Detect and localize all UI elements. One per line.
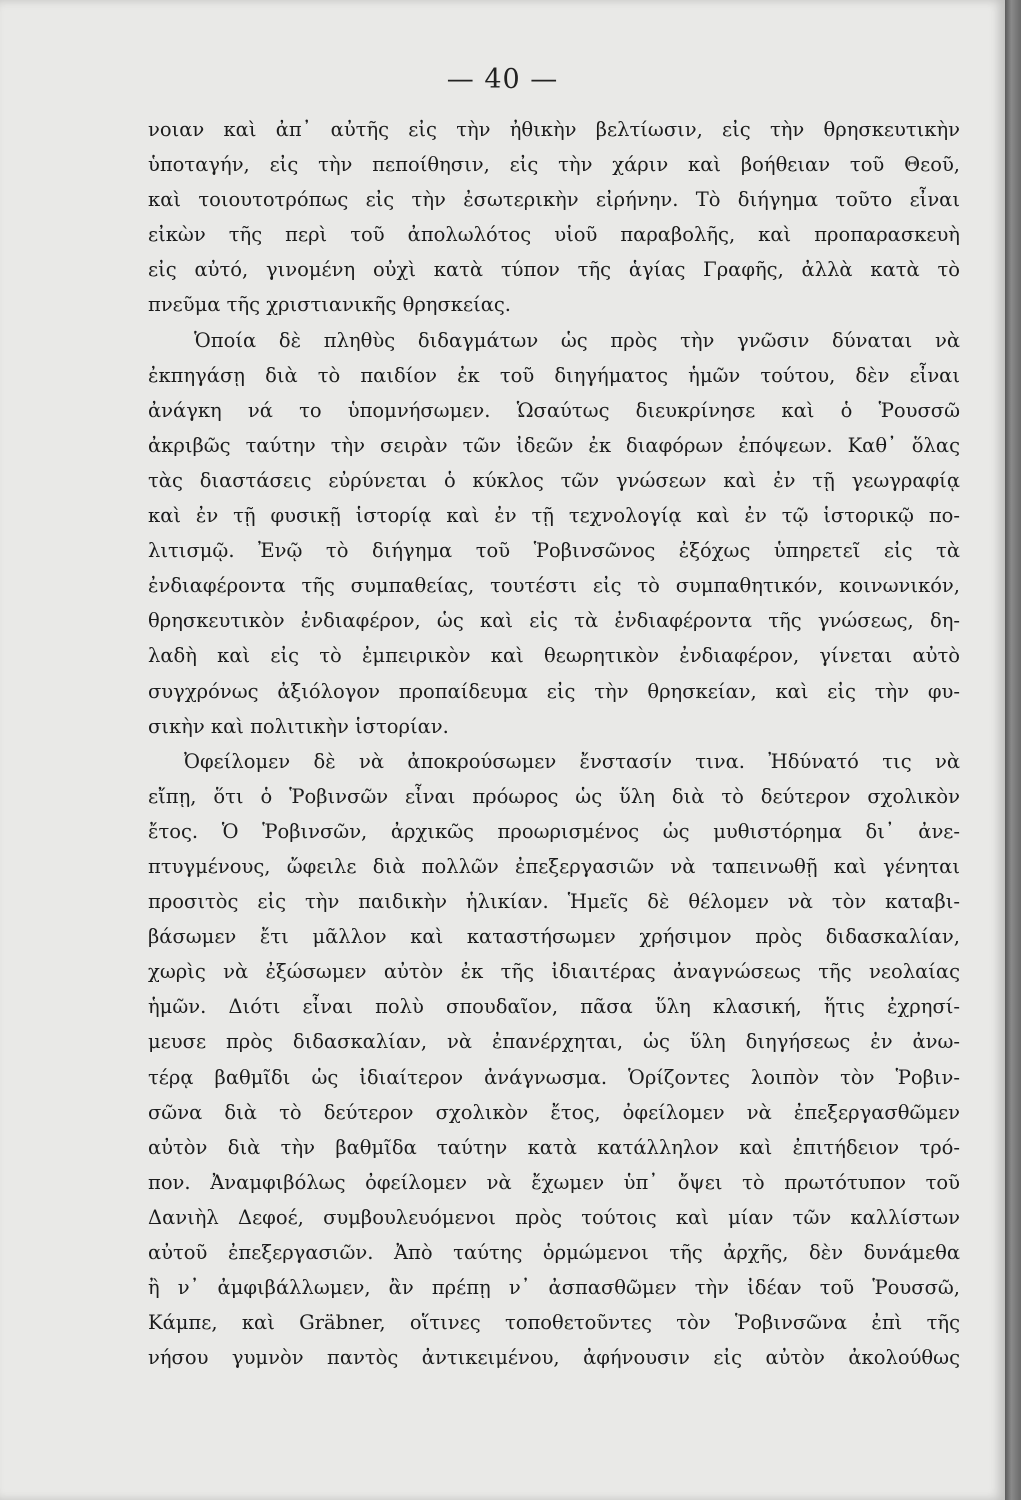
text-line: χωρὶς νὰ ἐξώσωμεν αὐτὸν ἐκ τῆς ἰδιαιτέρας ἀναγνώσεως τῆς νεολαίας — [148, 960, 960, 984]
text-line: συγχρόνως ἀξιόλογον προπαίδευμα εἰς τὴν θρησκείαν, καὶ εἰς τὴν φυ- — [148, 679, 960, 703]
text-line: τὰς διαστάσεις εὐρύνεται ὁ κύκλος τῶν γνώσεων καὶ ἐν τῇ γεωγραφίᾳ — [148, 468, 960, 492]
text-line: καὶ ἐν τῇ φυσικῇ ἱστορίᾳ καὶ ἐν τῇ τεχνολογίᾳ καὶ ἐν τῷ ἱστορικῷ πο- — [148, 504, 960, 528]
text-line: εἴπῃ, ὅτι ὁ Ῥοβινσῶν εἶναι πρόωρος ὡς ὕλη διὰ τὸ δεύτερον σχολικὸν — [148, 784, 960, 808]
text-line: ἐκπηγάσῃ διὰ τὸ παιδίον ἐκ τοῦ διηγήματος ἡμῶν τούτου, δὲν εἶναι — [148, 363, 960, 387]
text-line: λαδὴ καὶ εἰς τὸ ἐμπειρικὸν καὶ θεωρητικὸν ἐνδιαφέρον, γίνεται αὐτὸ — [148, 644, 960, 668]
paragraph-start-line: Ὁποία δὲ πληθὺς διδαγμάτων ὡς πρὸς τὴν γνῶσιν δύναται νὰ — [194, 328, 960, 352]
page-number: — 40 — — [446, 64, 559, 95]
text-line: θρησκευτικὸν ἐνδιαφέρον, ὡς καὶ εἰς τὰ ἐνδιαφέροντα τῆς γνώσεως, δη- — [148, 609, 960, 633]
body-text — [148, 112, 960, 1375]
text-line: εἰκὼν τῆς περὶ τοῦ ἀπολωλότος υἱοῦ παραβολῆς, καὶ προπαρασκευὴ — [148, 223, 960, 247]
text-line: εἰς αὐτό, γινομένη οὐχὶ κατὰ τύπον τῆς ἁγίας Γραφῆς, ἀλλὰ κατὰ τὸ — [148, 258, 960, 282]
page-edge-shadow — [1005, 0, 1021, 1500]
text-line: Δανιὴλ Δεφοέ, συμβουλευόμενοι πρὸς τούτοις καὶ μίαν τῶν καλλίστων — [148, 1205, 960, 1229]
text-line: ἐνδιαφέροντα τῆς συμπαθείας, τουτέστι εἰς τὸ συμπαθητικόν, κοινωνικόν, — [148, 574, 960, 598]
text-line: ὑποταγήν, εἰς τὴν πεποίθησιν, εἰς τὴν χάριν καὶ βοήθειαν τοῦ Θεοῦ, — [148, 153, 960, 177]
text-line: λιτισμῷ. Ἐνῷ τὸ διήγημα τοῦ Ῥοβινσῶνος ἐξόχως ὑπηρετεῖ εἰς τὰ — [148, 539, 960, 563]
text-line: νοιαν καὶ ἀπ᾿ αὐτῆς εἰς τὴν ἠθικὴν βελτίωσιν, εἰς τὴν θρησκευτικὴν — [148, 118, 960, 141]
text-line: πνεῦμα τῆς χριστιανικῆς θρησκείας. — [148, 293, 512, 317]
text-line: Κάμπε, καὶ Gräbner, οἵτινες τοποθετοῦντες τὸν Ῥοβινσῶνα ἐπὶ τῆς — [148, 1311, 960, 1335]
text-line: σικὴν καὶ πολιτικὴν ἱστορίαν. — [148, 714, 449, 738]
text-line: ἀκριβῶς ταύτην τὴν σειρὰν τῶν ἰδεῶν ἐκ διαφόρων ἐπόψεων. Καθ᾿ ὅλας — [148, 433, 960, 457]
text-line: ἡμῶν. Διότι εἶναι πολὺ σπουδαῖον, πᾶσα ὕλη κλασική, ἥτις ἐχρησί- — [148, 995, 960, 1019]
text-line: προσιτὸς εἰς τὴν παιδικὴν ἡλικίαν. Ἡμεῖς δὲ θέλομεν νὰ τὸν καταβι- — [148, 890, 960, 914]
text-line: καὶ τοιουτοτρόπως εἰς τὴν ἐσωτερικὴν εἰρήνην. Τὸ διήγημα τοῦτο εἶναι — [148, 188, 960, 212]
text-line: πον. Ἀναμφιβόλως ὀφείλομεν νὰ ἔχωμεν ὑπ᾿ ὄψει τὸ πρωτότυπον τοῦ — [148, 1170, 960, 1194]
text-line: αὐτὸν διὰ τὴν βαθμῖδα ταύτην κατὰ κατάλληλον καὶ ἐπιτήδειον τρό- — [148, 1135, 960, 1159]
text-line: ἀνάγκη νά το ὑπομνήσωμεν. Ὡσαύτως διευκρίνησε καὶ ὁ Ῥουσσῶ — [148, 398, 960, 422]
text-line: ἢ ν᾿ ἀμφιβάλλωμεν, ἂν πρέπῃ ν᾿ ἀσπασθῶμεν τὴν ἰδέαν τοῦ Ῥουσσῶ, — [148, 1276, 960, 1300]
text-line: νήσου γυμνὸν παντὸς ἀντικειμένου, ἀφήνουσιν εἰς αὐτὸν ἀκολούθως — [148, 1346, 960, 1370]
text-line: σῶνα διὰ τὸ δεύτερον σχολικὸν ἔτος, ὀφείλομεν νὰ ἐπεξεργασθῶμεν — [148, 1100, 960, 1124]
paragraph-start-line: Ὀφείλομεν δὲ νὰ ἀποκρούσωμεν ἔνστασίν τινα. Ἠδύνατό τις νὰ — [184, 749, 960, 773]
text-line: πτυγμένους, ὤφειλε διὰ πολλῶν ἐπεξεργασιῶν νὰ ταπεινωθῇ καὶ γένηται — [148, 854, 960, 878]
text-line: μευσε πρὸς διδασκαλίαν, νὰ ἐπανέρχηται, ὡς ὕλη διηγήσεως ἐν ἀνω- — [148, 1030, 960, 1054]
text-line: τέρᾳ βαθμῖδι ὡς ἰδιαίτερον ἀνάγνωσμα. Ὁρίζοντες λοιπὸν τὸν Ῥοβιν- — [148, 1065, 960, 1089]
text-line: ἔτος. Ὁ Ῥοβινσῶν, ἀρχικῶς προωρισμένος ὡς μυθιστόρημα δι᾿ ἀνε- — [148, 819, 960, 843]
text-line: βάσωμεν ἔτι μᾶλλον καὶ καταστήσωμεν χρήσιμον πρὸς διδασκαλίαν, — [148, 925, 960, 949]
text-line: αὐτοῦ ἐπεξεργασιῶν. Ἀπὸ ταύτης ὁρμώμενοι τῆς ἀρχῆς, δὲν δυνάμεθα — [148, 1241, 960, 1264]
